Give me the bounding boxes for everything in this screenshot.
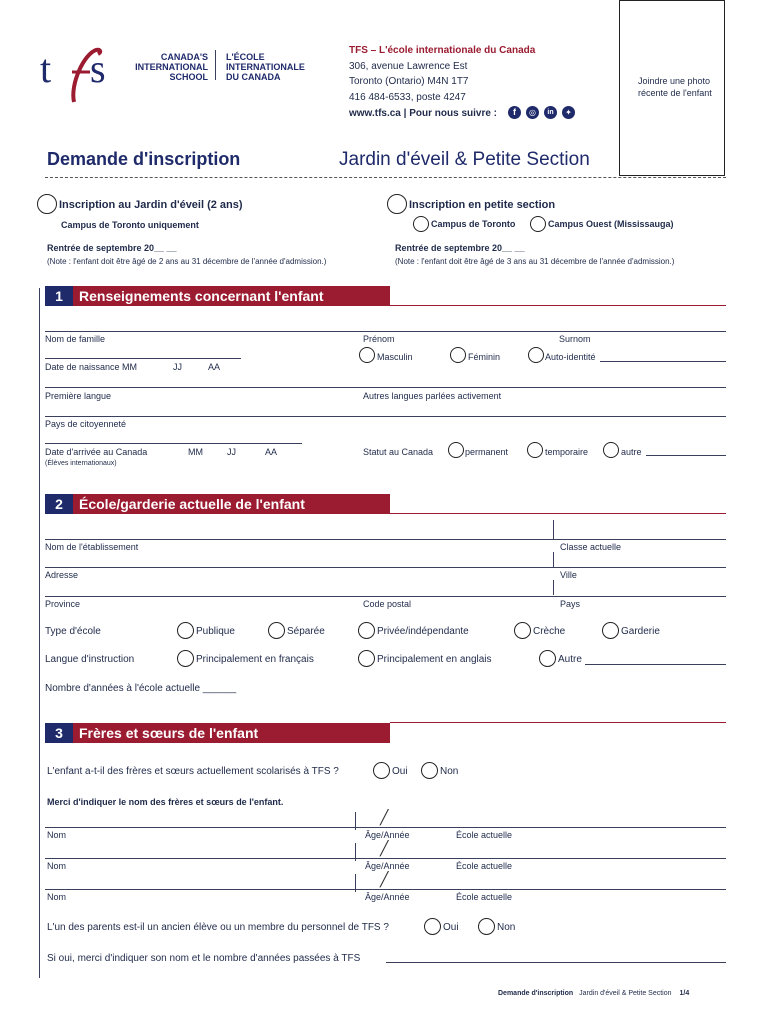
fratrie-non-label: Non	[440, 766, 459, 777]
dob-line[interactable]	[45, 358, 241, 359]
adresse-line[interactable]	[45, 567, 726, 568]
langue-line[interactable]	[45, 387, 726, 388]
dob-aa: AA	[208, 362, 221, 372]
ville-label: Ville	[560, 570, 577, 580]
school-name-en: CANADA'S INTERNATIONAL SCHOOL	[135, 52, 208, 82]
section-1-rule	[390, 305, 726, 306]
radio-fratrie-non[interactable]	[421, 762, 438, 779]
sibling-row-2-line[interactable]	[45, 858, 726, 859]
prenom-label: Prénom	[363, 334, 395, 344]
section-1-title: Renseignements concernant l'enfant	[79, 288, 324, 304]
radio-autre-langue[interactable]	[539, 650, 556, 667]
statut-label: Statut au Canada	[363, 447, 434, 457]
svg-text:s: s	[90, 46, 106, 91]
petite-note: (Note : l'enfant doit être âgé de 3 ans au 31 décembre de l'année d'admission.)	[395, 257, 675, 266]
section-1-number: 1	[45, 286, 73, 306]
autre-statut-label: autre	[621, 447, 642, 457]
fratrie-question: L'enfant a-t-il des frères et sœurs actuellement scolarisés à TFS ?	[47, 766, 339, 777]
sibling-row-1-divider	[355, 812, 356, 830]
footer-subtitle: Jardin d'éveil & Petite Section	[579, 990, 672, 997]
code-postal-label: Code postal	[363, 599, 412, 609]
sibling-row-2-ecole: École actuelle	[456, 861, 513, 871]
classe-label: Classe actuelle	[560, 542, 622, 552]
address-line-2: Toronto (Ontario) M4N 1T7	[349, 76, 469, 87]
radio-parents-non[interactable]	[478, 918, 495, 935]
adresse-label: Adresse	[45, 570, 79, 580]
petite-rentree: Rentrée de septembre 20__ __	[395, 243, 525, 253]
premiere-langue-label: Première langue	[45, 391, 112, 401]
radio-feminin[interactable]	[450, 347, 466, 363]
sibling-row-1-line[interactable]	[45, 827, 726, 828]
privee-label: Privée/indépendante	[377, 626, 469, 637]
pays-label: Pays	[560, 599, 581, 609]
si-oui-line[interactable]	[386, 962, 726, 963]
section-2-number: 2	[45, 494, 73, 514]
social-icons	[508, 106, 575, 119]
svg-text:t: t	[40, 46, 52, 91]
surnom-label: Surnom	[559, 334, 591, 344]
radio-creche[interactable]	[514, 622, 531, 639]
jardin-rentree: Rentrée de septembre 20__ __	[47, 243, 177, 253]
nom-line[interactable]	[45, 331, 726, 332]
section-2-header	[45, 494, 390, 514]
title-dotted-rule	[45, 177, 726, 178]
autre-langue-label: Autre	[558, 654, 582, 665]
logo-divider	[215, 50, 216, 80]
fratrie-oui-label: Oui	[392, 766, 408, 777]
page-title: Demande d'inscription	[47, 149, 241, 169]
arrivee-aa: AA	[265, 447, 278, 457]
radio-petite-section[interactable]	[387, 194, 407, 214]
section-3-header	[45, 723, 390, 743]
province-line[interactable]	[45, 596, 726, 597]
autre-statut-line[interactable]	[646, 455, 726, 456]
footer-page: 1/4	[679, 990, 690, 997]
parents-question: L'un des parents est-il un ancien élève ou un membre du personnel de TFS ?	[47, 922, 389, 933]
anglais-label: Principalement en anglais	[377, 654, 492, 665]
eleves-internationaux: (Élèves internationaux)	[45, 460, 117, 467]
jardin-campus: Campus de Toronto uniquement	[61, 220, 199, 230]
si-oui-label: Si oui, merci d'indiquer son nom et le nombre d'années passées à TFS	[47, 953, 361, 964]
auto-identite-line[interactable]	[600, 361, 726, 362]
radio-garderie[interactable]	[602, 622, 619, 639]
sibling-row-3-age: Âge/Année	[365, 892, 410, 902]
autre-langue-line[interactable]	[585, 664, 726, 665]
tfs-logo	[40, 44, 120, 104]
radio-campus-toronto[interactable]	[413, 216, 429, 232]
sibling-row-2-age: Âge/Année	[365, 861, 410, 871]
auto-identite-label: Auto-identité	[545, 352, 596, 362]
sibling-row-1-ecole: École actuelle	[456, 830, 513, 840]
footer	[498, 990, 689, 997]
temporaire-label: temporaire	[545, 447, 589, 457]
sibling-row-2-nom: Nom	[47, 861, 67, 871]
section-3-title: Frères et sœurs de l'enfant	[79, 725, 259, 741]
address-line-1: 306, avenue Lawrence Est	[349, 61, 468, 72]
sibling-row-1-slash: ╱	[380, 809, 389, 825]
section-1-header	[45, 286, 390, 306]
separee-label: Séparée	[287, 626, 325, 637]
sibling-row-3-slash: ╱	[380, 871, 389, 887]
radio-privee[interactable]	[358, 622, 375, 639]
pays-divider	[553, 580, 554, 595]
campus-toronto-label: Campus de Toronto	[431, 219, 516, 229]
radio-publique[interactable]	[177, 622, 194, 639]
radio-anglais[interactable]	[358, 650, 375, 667]
photo-box-label: Joindre une photo récente de l'enfant	[638, 76, 712, 98]
ville-divider	[553, 552, 554, 567]
website-link[interactable]: www.tfs.ca | Pour nous suivre :	[349, 108, 498, 119]
radio-masculin[interactable]	[359, 347, 375, 363]
radio-permanent[interactable]	[448, 442, 464, 458]
publique-label: Publique	[196, 626, 235, 637]
sibling-row-1-nom: Nom	[47, 830, 67, 840]
petite-section-title: Inscription en petite section	[409, 199, 556, 211]
margin-rule	[39, 288, 40, 978]
sibling-row-1-age: Âge/Année	[365, 830, 410, 840]
page-subtitle: Jardin d'éveil & Petite Section	[339, 149, 590, 170]
radio-jardin[interactable]	[37, 194, 57, 214]
footer-title: Demande d'inscription	[498, 990, 574, 997]
permanent-label: permanent	[465, 447, 509, 457]
sibling-row-3-line[interactable]	[45, 889, 726, 890]
jardin-title: Inscription au Jardin d'éveil (2 ans)	[59, 199, 243, 211]
section-3-number: 3	[45, 723, 73, 743]
linkedin-icon[interactable]: in	[544, 106, 557, 119]
creche-label: Crèche	[533, 626, 566, 637]
autres-langues-label: Autres langues parlées activement	[363, 391, 502, 401]
etablissement-line[interactable]	[45, 539, 726, 540]
arrivee-jj: JJ	[227, 447, 236, 457]
radio-campus-ouest[interactable]	[530, 216, 546, 232]
radio-auto-identite[interactable]	[528, 347, 544, 363]
etablissement-label: Nom de l'établissement	[45, 542, 139, 552]
radio-fratrie-oui[interactable]	[373, 762, 390, 779]
section-2-title: École/garderie actuelle de l'enfant	[79, 496, 305, 512]
masculin-label: Masculin	[377, 352, 413, 362]
type-ecole-label: Type d'école	[45, 626, 101, 637]
school-name-fr: L'ÉCOLE INTERNATIONALE DU CANADA	[226, 52, 305, 82]
radio-parents-oui[interactable]	[424, 918, 441, 935]
parents-non-label: Non	[497, 922, 516, 933]
radio-temporaire[interactable]	[527, 442, 543, 458]
twitter-icon[interactable]: ✦	[562, 106, 575, 119]
classe-divider	[553, 520, 554, 540]
arrivee-label: Date d'arrivée au Canada	[45, 447, 148, 457]
campus-ouest-label: Campus Ouest (Mississauga)	[548, 219, 674, 229]
sibling-row-3-divider	[355, 874, 356, 892]
section-2-rule	[390, 513, 726, 514]
facebook-icon[interactable]: f	[508, 106, 521, 119]
arrivee-mm: MM	[188, 447, 203, 457]
section-3-rule	[390, 722, 726, 723]
radio-autre-statut[interactable]	[603, 442, 619, 458]
nb-annees-label: Nombre d'années à l'école actuelle ______	[45, 683, 237, 694]
nom-famille-label: Nom de famille	[45, 334, 106, 344]
radio-separee[interactable]	[268, 622, 285, 639]
garderie-label: Garderie	[621, 626, 660, 637]
citoyennete-label: Pays de citoyenneté	[45, 419, 127, 429]
fratrie-merci: Merci d'indiquer le nom des frères et sœurs de l'enfant.	[47, 797, 284, 807]
citoyennete-line[interactable]	[45, 416, 726, 417]
francais-label: Principalement en français	[196, 654, 314, 665]
arrivee-line[interactable]	[45, 443, 302, 444]
langue-instruction-label: Langue d'instruction	[45, 654, 135, 665]
photo-box[interactable]	[619, 0, 725, 176]
org-name: TFS – L'école internationale du Canada	[349, 45, 536, 56]
instagram-icon[interactable]: ◎	[526, 106, 539, 119]
sibling-row-2-divider	[355, 843, 356, 861]
feminin-label: Féminin	[468, 352, 501, 362]
province-label: Province	[45, 599, 81, 609]
dob-jj: JJ	[173, 362, 182, 372]
jardin-note: (Note : l'enfant doit être âgé de 2 ans au 31 décembre de l'année d'admission.)	[47, 257, 327, 266]
sibling-row-2-slash: ╱	[380, 840, 389, 856]
phone: 416 484-6533, poste 4247	[349, 92, 466, 103]
sibling-row-3-ecole: École actuelle	[456, 892, 513, 902]
radio-francais[interactable]	[177, 650, 194, 667]
dob-label: Date de naissance MM	[45, 362, 138, 372]
parents-oui-label: Oui	[443, 922, 459, 933]
sibling-row-3-nom: Nom	[47, 892, 67, 902]
